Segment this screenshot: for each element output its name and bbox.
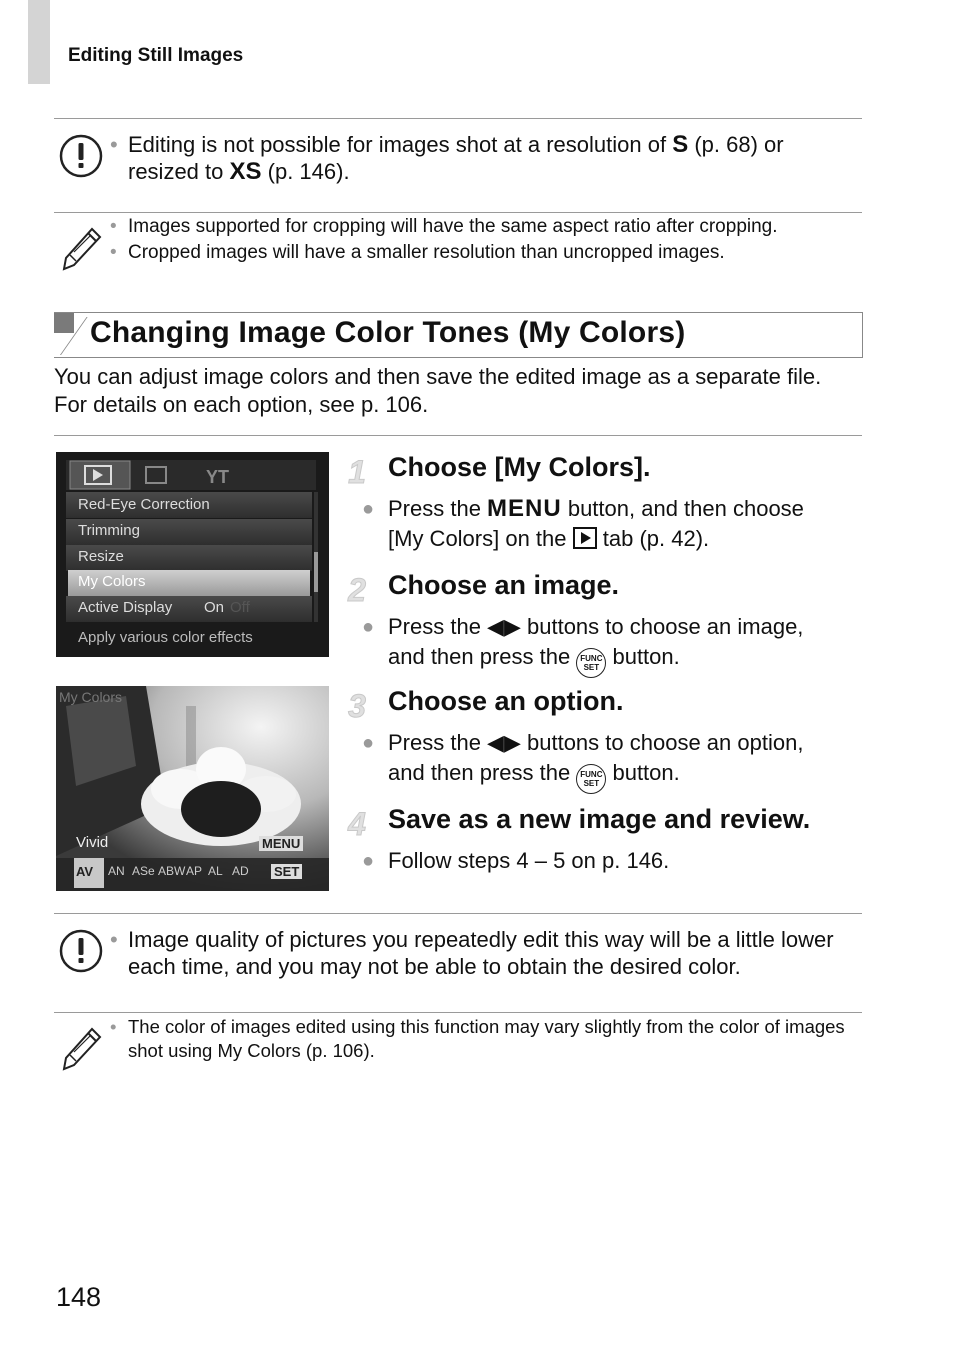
- bullet-icon: ●: [362, 616, 375, 638]
- left-right-arrows-icon: ◀▶: [487, 614, 521, 639]
- section-title-box: [54, 312, 863, 358]
- bullet-icon: ●: [362, 498, 375, 520]
- menu-item-trimming[interactable]: Trimming: [78, 522, 140, 539]
- menu-item-resize[interactable]: Resize: [78, 548, 124, 565]
- set-button[interactable]: SET: [271, 864, 302, 879]
- memo-2-item: • The color of images edited using this function may vary slightly from the color of images shot using My Colors (p. 106).: [110, 1016, 845, 1061]
- page-header: Editing Still Images: [68, 45, 244, 66]
- mode-icon-sepia[interactable]: ASe: [132, 864, 155, 878]
- mode-icon-bw[interactable]: ABW: [158, 864, 186, 878]
- memo-note-1: [54, 212, 862, 292]
- step-1: [340, 452, 860, 562]
- step-body: ● Press the MENU button, and then choose [My Colors] on the tab (p. 42).: [362, 495, 804, 551]
- menu-screenshot: [56, 452, 329, 657]
- left-right-arrows-icon: ◀▶: [487, 730, 521, 755]
- step-body: ● Press the ◀▶ buttons to choose an image, and then press the FUNC SET button.: [388, 612, 858, 678]
- step-number: 1: [348, 454, 366, 490]
- active-display-on: On: [204, 599, 225, 616]
- bullet-icon: •: [110, 242, 117, 263]
- mode-icon-lighter[interactable]: AL: [208, 864, 223, 878]
- menu-hint: Apply various color effects: [78, 629, 253, 646]
- step-title: Choose [My Colors].: [388, 452, 651, 482]
- step-2: [340, 570, 860, 680]
- section-intro: You can adjust image colors and then save the edited image as a separate file. For details on each option, see p. 106.: [54, 364, 822, 417]
- step-number: 2: [348, 572, 366, 608]
- memo-1-item-2: • Cropped images will have a smaller resolution than uncropped images.: [128, 240, 852, 266]
- caution-1-line-1: • Editing is not possible for images shot at a resolution of S (p. 68) or: [110, 131, 784, 158]
- caution-note-1: [54, 118, 862, 213]
- bullet-icon: ●: [362, 850, 375, 872]
- caution-note-2: [54, 913, 862, 1013]
- caution-1-line-2: resized to XS (p. 146).: [128, 158, 350, 185]
- step-number: 4: [348, 806, 366, 842]
- section-title: Changing Image Color Tones (My Colors): [90, 316, 686, 349]
- memo-note-2: [54, 1012, 862, 1082]
- bullet-icon: •: [110, 927, 118, 952]
- resolution-xs-icon: XS: [229, 158, 262, 185]
- step-title: Save as a new image and review.: [388, 804, 811, 834]
- screen-label-my-colors: My Colors: [59, 689, 123, 705]
- menu-item-my-colors[interactable]: My Colors: [78, 573, 146, 590]
- menu-item-active-display[interactable]: Active Display: [78, 599, 173, 616]
- photo-screenshot: [56, 686, 329, 891]
- mode-icon-positive[interactable]: AP: [186, 864, 203, 878]
- step-title: Choose an image.: [388, 570, 620, 600]
- section-square-icon: [54, 313, 74, 333]
- step-body: ● Press the ◀▶ buttons to choose an option, and then press the FUNC SET button.: [388, 728, 858, 794]
- step-title: Choose an option.: [388, 686, 624, 716]
- caution-icon: [58, 928, 104, 974]
- active-display-off: Off: [230, 599, 250, 616]
- step-3: [340, 686, 860, 796]
- playback-tab-icon: [573, 527, 597, 549]
- side-tab-marker: [28, 0, 50, 84]
- svg-text:YT: YT: [206, 467, 230, 487]
- resolution-s-icon: S: [672, 131, 689, 158]
- caution-icon: [58, 133, 104, 179]
- pencil-icon: [58, 1025, 104, 1071]
- bullet-icon: ●: [362, 732, 375, 754]
- pencil-icon: [58, 225, 104, 271]
- mode-icon-darker[interactable]: AD: [232, 864, 249, 878]
- menu-item-red-eye[interactable]: Red-Eye Correction: [78, 496, 210, 513]
- step-number: 3: [348, 688, 366, 724]
- func-set-button-icon: FUNC SET: [576, 648, 606, 678]
- func-set-button-icon: FUNC SET: [576, 764, 606, 794]
- step-4: [340, 804, 860, 884]
- bullet-icon: •: [110, 1016, 117, 1037]
- mode-icon-vivid[interactable]: AV: [76, 864, 94, 879]
- memo-1-item-1: • Images supported for cropping will have the same aspect ratio after cropping.: [128, 214, 852, 240]
- caution-2-item: • Image quality of pictures you repeatedly edit this way will be a little lower each time, and you may not be able to obtain the desired color.: [110, 927, 834, 979]
- menu-back-button[interactable]: MENU: [259, 836, 303, 851]
- mode-label: Vivid: [76, 834, 109, 851]
- menu-button-icon: MENU: [487, 495, 562, 522]
- bullet-icon: •: [110, 216, 117, 237]
- sunflower-photo: [56, 686, 329, 891]
- step-body: ● Follow steps 4 – 5 on p. 146.: [388, 846, 858, 876]
- mode-icon-neutral[interactable]: AN: [108, 864, 125, 878]
- bullet-icon: •: [110, 132, 118, 157]
- divider: [54, 435, 862, 436]
- page-number: 148: [56, 1282, 102, 1312]
